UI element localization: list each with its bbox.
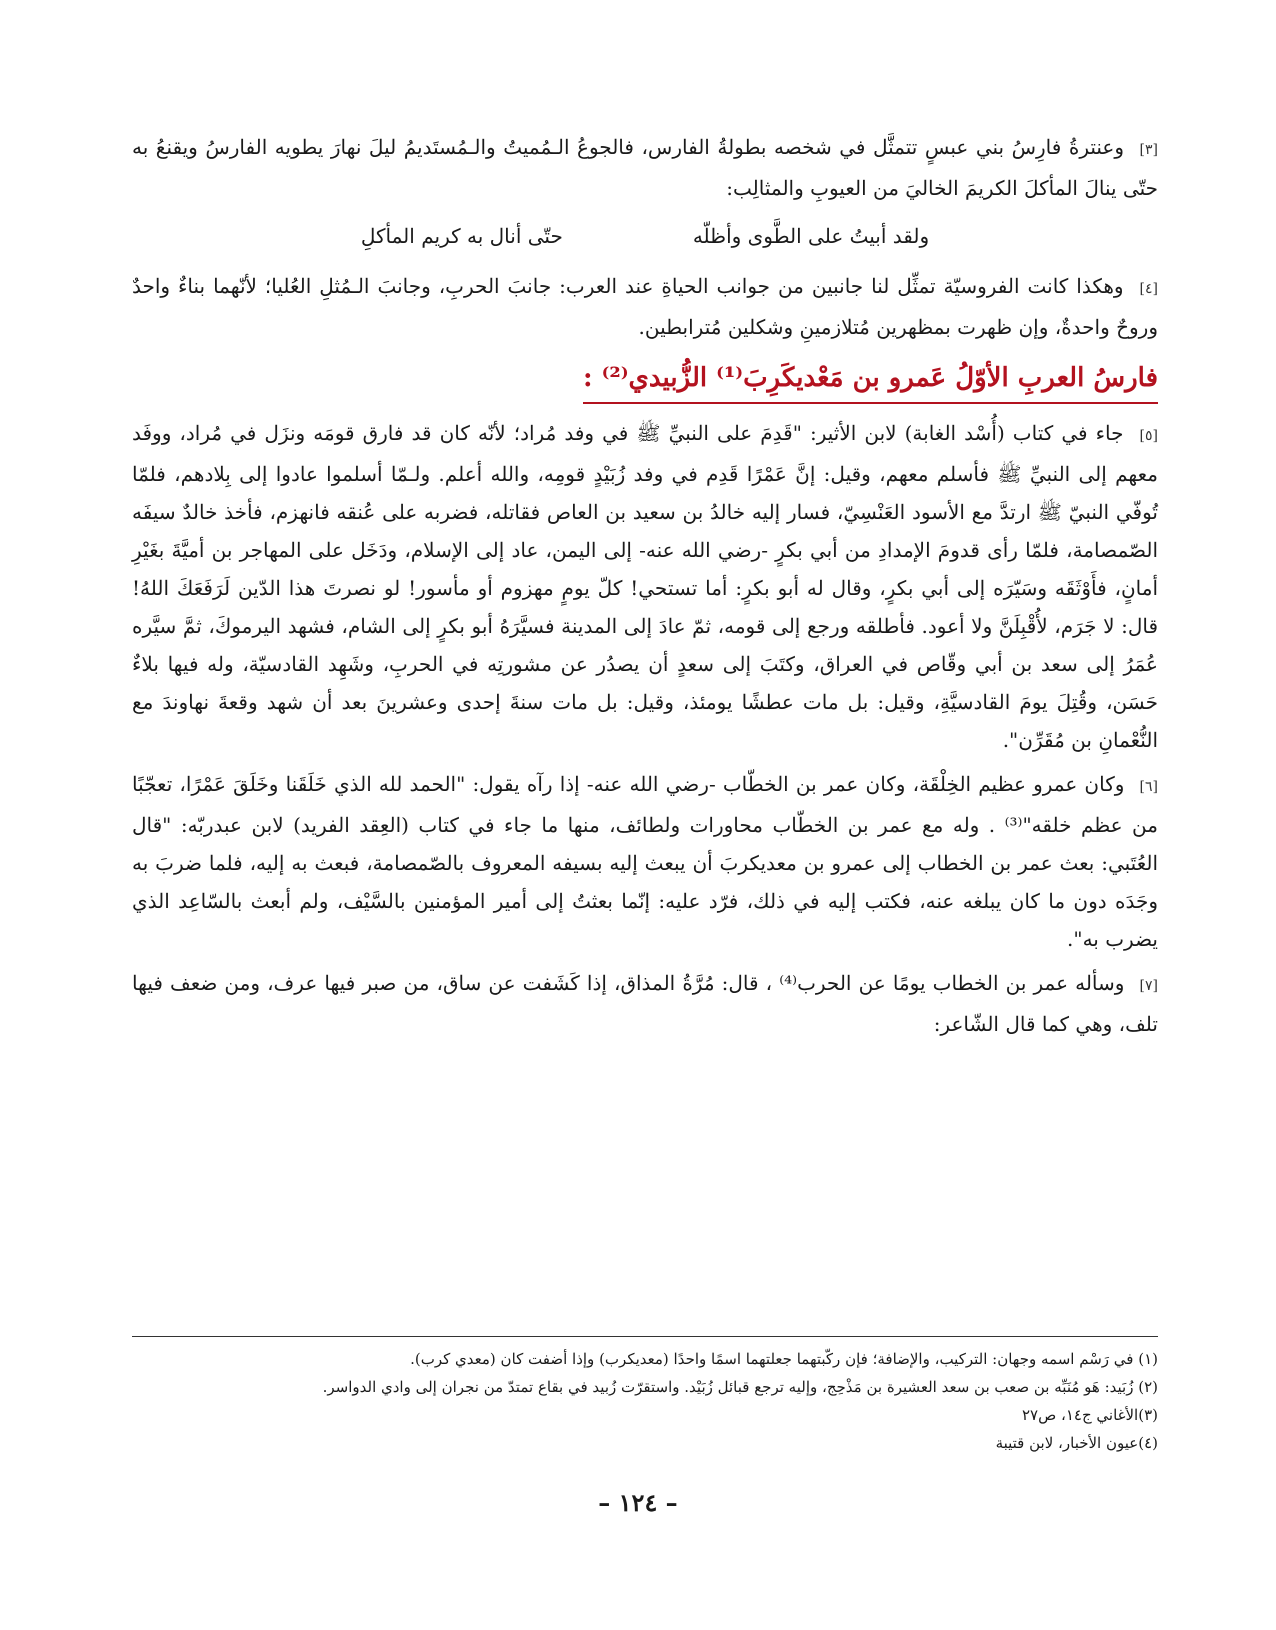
footnote-divider — [132, 1336, 1158, 1337]
poetry-verse — [132, 213, 1158, 259]
paragraph-text: جاء في كتاب (أُسْد الغابة) لابن الأثير: "قَدِمَ على النبيِّ ﷺ في وفد مُراد؛ لأنّه كان قد فارق قومَه ونزَل في مُراد، ووفَد معهم إلى النبيِّ ﷺ فأسلم معهم، وقيل: إنَّ عَمْرًا قَدِم في وفد زُبَيْدٍ قومِه، والله أعلم. ولـمّا أسلموا عادوا إلى بِلادهم، فلمّا تُوفّي النبيّ ﷺ ارتدَّ مع الأسود العَنْسِيّ، فسار إليه خالدُ بن سعيد بن العاص فقاتله، فضربه على عُنقه فانهزم، فأخذ خالدٌ سيفَه الصّمصامة، فلمّا رأى قدومَ الإمدادِ من أبي بكرٍ -رضي الله عنه- إلى اليمن، عاد إلى الإسلام، ودَخَل على المهاجر بن أميَّةَ بغَيْرِ أمانٍ، فأَوْثَقَه وسَيّرَه إلى أبي بكرٍ، وقال له أبو بكرٍ: أما تستحي! كلّ يومٍ مهزوم أو مأسور! لو نصرتَ هذا الدّين لَرَفَعَكَ اللهُ! قال: لا جَرَم، لأُقْبِلَنَّ ولا أعود. فأطلقه ورجع إلى قومه، ثمّ عادَ إلى المدينة فسيَّرَهُ أبو بكرٍ إلى الشام، فشهد اليرموكَ، ثمَّ سيَّره عُمَرُ إلى سعد بن أبي وقّاص في العراق، وكتَبَ إلى سعدٍ أن يصدُر عن مشورتِه في الحربِ، وشَهِد القادسيّة، وله فيها بلاءٌ حَسَن، وقُتِلَ يومَ القادسيَّةِ، وقيل: بل مات عطشًا يومئذ، وقيل: بل مات سنةَ إحدى وعشرينَ بعد أن شهد وقعةَ نهاوندَ مع النُّعْمانِ بن مُقَرِّن". — [132, 421, 1158, 752]
footnotes — [132, 1345, 1158, 1457]
paragraph-number: [٦] — [1139, 779, 1158, 795]
paragraph-5 — [132, 414, 1158, 759]
paragraph-number: [٤] — [1139, 281, 1158, 297]
paragraph-number: [٣] — [1139, 142, 1158, 158]
verse-first-hemistich: ولقد أبيتُ على الطَّوى وأظلّه — [692, 224, 930, 248]
paragraph-text: وعنترةُ فارِسُ بني عبسٍ تتمثَّل في شخصه بطولةُ الفارس، فالجوعُ الـمُميتُ والـمُستَديمُ ليلَ نهارَ يطويه الفارسُ ويقنعُ به حتّى ينالَ المأكلَ الكريمَ الخاليَ من العيوبِ والمثالِب: — [132, 135, 1158, 200]
paragraph-4 — [132, 267, 1158, 346]
footnote-3: (٣)الأغاني ج١٤، ص٢٧ — [1021, 1406, 1158, 1424]
paragraph-7 — [132, 964, 1158, 1043]
verse-second-hemistich: حتّى أنال به كريم المأكلِ — [360, 224, 563, 248]
paragraph-3 — [132, 128, 1158, 207]
footnote-1: (١) في رَسْم اسمه وجهان: التركيب، والإضافة؛ فإن ركّبتهما جعلتهما اسمًا واحدًا (معديكرب) وإذا أضفت كان (معدي كرب). — [410, 1350, 1158, 1368]
paragraph-text: وهكذا كانت الفروسيّة تمثِّل لنا جانبين من جوانب الحياةِ عند العرب: جانبَ الحربِ، وجانبَ الـمُثلِ العُليا؛ لأنّهما بناءٌ واحدٌ وروحٌ واحدةٌ، وإن ظهرت بمظهرين مُتلازمينِ وشكلين مُترابطين. — [132, 274, 1158, 339]
page-number: – ١٢٤ – — [598, 1488, 678, 1517]
section-heading-wrap — [132, 352, 1158, 414]
paragraph-number: [٥] — [1139, 428, 1159, 444]
paragraph-text: وكان عمرو عظيم الخِلْقَة، وكان عمر بن الخطّاب -رضي الله عنه- إذا رآه يقول: "الحمد لله الذي خَلَقَنا وخَلَقَ عَمْرًا، تعجّبًا من عظم خلقه"⁽³⁾ . وله مع عمر بن الخطّاب محاورات ولطائف، منها ما جاء في كتاب (العِقد الفريد) لابن عبدربّه: "قال العُتَبي: بعث عمر بن الخطاب إلى عمرو بن معديكربَ أن يبعث إليه بسيفه المعروف بالصّمصامة، فبعث به إليه، فلما ضربَ به وجَدَه دون ما كان يبلغه عنه، فكتب إليه في ذلك، فرّد عليه: إنّما بعثتُ إلى أمير المؤمنين بالسَّيْف، ولم أبعث بالسّاعِد الذي يضرب به". — [132, 772, 1158, 951]
section-heading: فارسُ العربِ الأوّلُ عَمرو بن مَعْديكَرِبَ⁽¹⁾ الزُّبيدي⁽²⁾ : — [583, 356, 1158, 404]
footnote-2: (٢) زُبَيد: هَو مُنَبِّه بن صعب بن سعد العشيرة بن مَذْحِج، وإليه ترجع قبائل زُبَيْد. واستقرّت زُبيد في بقاع تمتدّ من نجران إلى وادي الدواسر. — [322, 1378, 1158, 1396]
page-body — [132, 128, 1158, 1049]
paragraph-6 — [132, 765, 1158, 958]
footnote-4: (٤)عيون الأخبار، لابن قتيبة — [995, 1434, 1158, 1452]
paragraph-text: وسأله عمر بن الخطاب يومًا عن الحرب⁽⁴⁾ ، قال: مُرَّةُ المذاق، إذا كَشَفت عن ساق، من صبر فيها عرف، ومن ضعف فيها تلف، وهي كما قال الشّاعر: — [132, 971, 1158, 1036]
paragraph-number: [٧] — [1139, 978, 1158, 994]
